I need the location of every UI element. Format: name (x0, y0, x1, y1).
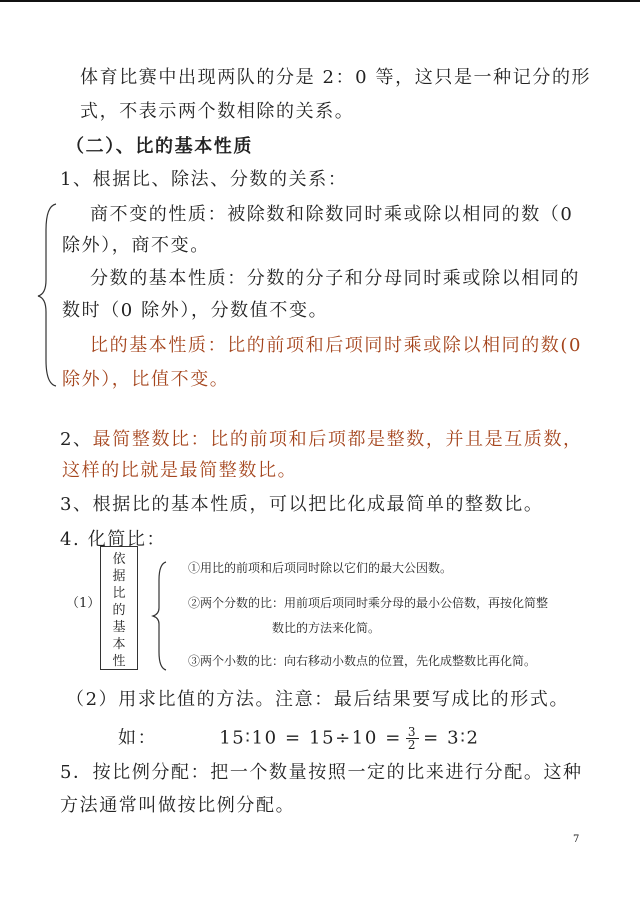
box-char: 比 (112, 586, 126, 601)
method-item: 数比的方法来化简。 (272, 621, 381, 635)
text-line: 1、根据比、除法、分数的关系： (60, 169, 348, 190)
example-expression: 15∶10 = 15÷10 = (219, 727, 402, 749)
method-label: （1） (66, 596, 101, 611)
box-char: 性 (112, 654, 126, 669)
text-line (60, 428, 583, 452)
box-char: 依 (112, 552, 126, 567)
text-line: 式，不表示两个数相除的关系。 (80, 101, 355, 122)
text-line: 分数的基本性质：分数的分子和分母同时乘或除以相同的 (90, 268, 580, 289)
fraction (406, 726, 419, 751)
denominator: 2 (407, 738, 418, 752)
item-number: 2、 (60, 429, 93, 450)
section-heading: （二）、比的基本性质 (66, 136, 253, 157)
vertical-label-box (100, 546, 138, 670)
numerator: 3 (407, 725, 418, 739)
text-line: 5．按比例分配：把一个数量按照一定的比来进行分配。这种 (60, 762, 583, 783)
example-label: 如： (118, 727, 158, 749)
highlight-line: 比的基本性质：比的前项和后项同时乘或除以相同的数(0 (90, 335, 583, 356)
method-item: ①用比的前项和后项同时除以它们的最大公因数。 (188, 561, 453, 575)
highlight-text: 最简整数比：比的前项和后项都是整数，并且是互质数， (92, 429, 583, 450)
highlight-line: 这样的比就是最简整数比。 (62, 460, 298, 481)
brace-icon (150, 560, 170, 672)
text-line: 数时（0 除外），分数值不变。 (62, 300, 329, 321)
highlight-line: 除外），比值不变。 (62, 369, 230, 390)
box-char: 据 (112, 569, 126, 584)
text-line: 3、根据比的基本性质，可以把比化成最简单的整数比。 (60, 494, 544, 515)
page-number: 7 (573, 834, 580, 845)
brace-icon (36, 200, 60, 390)
text-line: 4. 化简比： (60, 529, 167, 550)
text-line: 体育比赛中出现两队的分是 2：0 等，这只是一种记分的形 (80, 67, 592, 88)
method-item: ③两个小数的比：向右移动小数点的位置，先化成整数比再化简。 (188, 654, 537, 668)
box-char: 的 (112, 603, 126, 618)
text-line: 商不变的性质：被除数和除数同时乘或除以相同的数（0 (90, 204, 574, 225)
box-char: 本 (112, 637, 126, 652)
method-item: ②两个分数的比：用前项后项同时乘分母的最小公倍数，再按化简整 (188, 596, 549, 610)
text-line: 方法通常叫做按比例分配。 (60, 795, 296, 816)
example-line (118, 726, 480, 751)
top-border (0, 0, 640, 2)
text-line: 除外），商不变。 (62, 235, 210, 256)
example-result: = 3∶2 (423, 727, 480, 749)
text-line: （2）用求比值的方法。注意：最后结果要写成比的形式。 (66, 689, 570, 710)
box-char: 基 (112, 620, 126, 635)
